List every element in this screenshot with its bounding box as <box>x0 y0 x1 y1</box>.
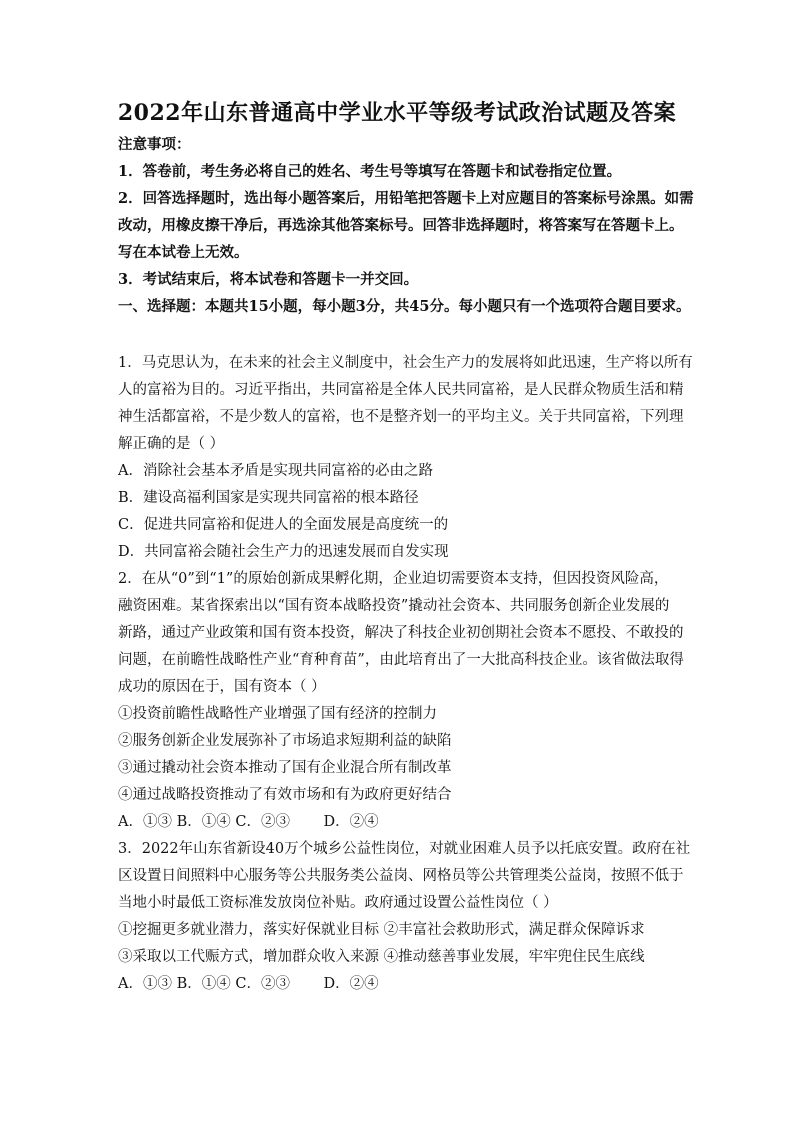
question-2-text: 2．在从“0”到“1”的原始创新成果孵化期，企业迫切需要资本支持，但因投资风险高， <box>118 571 669 587</box>
notice-line: 2．回答选择题时，选出每小题答案后，用铅笔把答题卡上对应题目的答案标号涂黑。如需 <box>118 190 694 207</box>
question-2-text: 成功的原因在于，国有资本（ ） <box>118 679 326 695</box>
question-1-text: 神生活都富裕，不是少数人的富裕，也不是整齐划一的平均主义。关于共同富裕，下列理 <box>118 409 684 425</box>
document-title: 2022年山东普通高中学业水平等级考试政治试题及答案 <box>117 100 677 126</box>
question-3-text: 当地小时最低工资标准发放岗位补贴。政府通过设置公益性岗位（ ） <box>118 895 558 911</box>
question-2-text: 问题，在前瞻性战略性产业“育种育苗”，由此培育出了一大批高科技企业。该省做法取得 <box>118 652 684 668</box>
question-2-text: 新路，通过产业政策和国有资本投资，解决了科技企业初创期社会资本不愿投、不敢投的 <box>118 625 684 641</box>
question-1-option-a: A．消除社会基本矛盾是实现共同富裕的必由之路 <box>118 463 433 479</box>
question-1-text: 人的富裕为目的。习近平指出，共同富裕是全体人民共同富裕，是人民群众物质生活和精 <box>118 382 684 398</box>
question-1-option-c: C．促进共同富裕和促进人的全面发展是高度统一的 <box>118 517 449 533</box>
notice-line: 写在本试卷上无效。 <box>118 244 249 261</box>
question-2-text: 融资困难。某省探索出以“国有资本战略投资”撬动社会资本、共同服务创新企业发展的 <box>118 598 670 614</box>
question-1-option-b: B．建设高福利国家是实现共同富裕的根本路径 <box>118 490 419 506</box>
question-3-item: ③采取以工代赈方式，增加群众收入来源 ④推动慈善事业发展，牢牢兜住民生底线 <box>118 949 645 965</box>
question-2-item: ④通过战略投资推动了有效市场和有为政府更好结合 <box>118 787 452 803</box>
question-2-item: ③通过撬动社会资本推动了国有企业混合所有制改革 <box>118 760 452 776</box>
question-3-choices: A．①③ B．①④ C．②③ D．②④ <box>118 976 379 992</box>
notice-line: 改动，用橡皮擦干净后，再选涂其他答案标号。回答非选择题时，将答案写在答题卡上。 <box>118 217 684 234</box>
question-1-text: 1．马克思认为，在未来的社会主义制度中，社会生产力的发展将如此迅速，生产将以所有 <box>118 355 693 371</box>
question-2-item: ①投资前瞻性战略性产业增强了国有经济的控制力 <box>118 706 437 722</box>
section-heading: 一、选择题：本题共15小题，每小题3分，共45分。每小题只有一个选项符合题目要求。 <box>118 298 691 315</box>
question-3-item: ①挖掘更多就业潜力，落实好保就业目标 ②丰富社会救助形式，满足群众保障诉求 <box>118 922 645 938</box>
question-1-option-d: D．共同富裕会随社会生产力的迅速发展而自发实现 <box>118 544 449 560</box>
question-3-text: 3．2022年山东省新设40万个城乡公益性岗位，对就业困难人员予以托底安置。政府在社 <box>118 841 691 857</box>
notice-heading: 注意事项： <box>118 136 191 153</box>
question-1-text: 解正确的是（ ） <box>118 436 225 452</box>
notice-line: 3．考试结束后，将本试卷和答题卡一并交回。 <box>118 271 419 288</box>
question-2-choices: A．①③ B．①④ C．②③ D．②④ <box>118 814 379 830</box>
question-3-text: 区设置日间照料中心服务等公共服务类公益岗、网格员等公共管理类公益岗，按照不低于 <box>118 868 684 884</box>
notice-line: 1．答卷前，考生务必将自己的姓名、考生号等填写在答题卡和试卷指定位置。 <box>118 163 622 180</box>
question-2-item: ②服务创新企业发展弥补了市场追求短期利益的缺陷 <box>118 733 452 749</box>
